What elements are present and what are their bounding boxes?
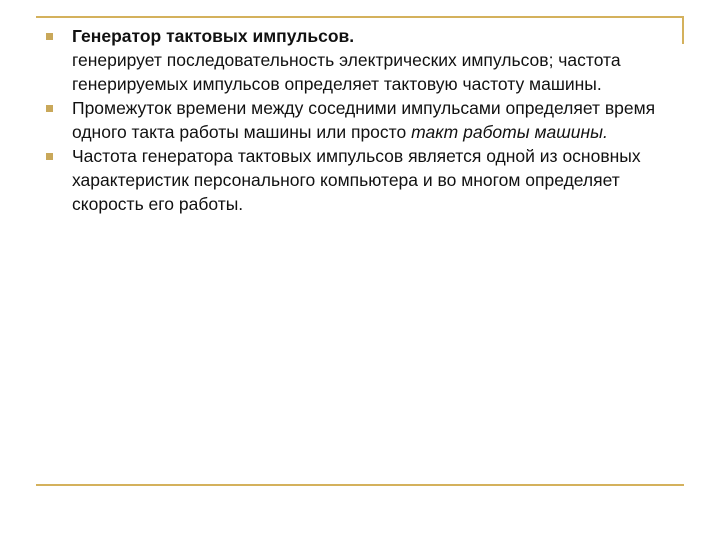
bullet-2-text: Промежуток времени между соседними импульсами определяет время одного такта работы машины или просто — [72, 98, 656, 142]
square-bullet-icon — [46, 105, 53, 112]
top-rule — [36, 16, 684, 18]
bullet-2-emphasis: такт работы машины. — [411, 122, 608, 142]
slide-content — [44, 24, 670, 216]
square-bullet-icon — [46, 33, 53, 40]
bullet-3-text: Частота генератора тактовых импульсов является одной из основных характеристик персонального компьютера и во многом определяет скорость его работы. — [72, 146, 641, 214]
bottom-rule — [36, 484, 684, 486]
square-bullet-icon — [46, 153, 53, 160]
bullet-item-3 — [44, 144, 670, 216]
bullet-item-2 — [44, 96, 670, 144]
top-right-rule — [682, 16, 684, 44]
bullet-item-1 — [44, 24, 670, 96]
bullet-1-text: генерирует последовательность электрических импульсов; частота генерируемых импульсов определяет тактовую частоту машины. — [72, 50, 621, 94]
bullet-1-title: Генератор тактовых импульсов. — [72, 26, 355, 46]
